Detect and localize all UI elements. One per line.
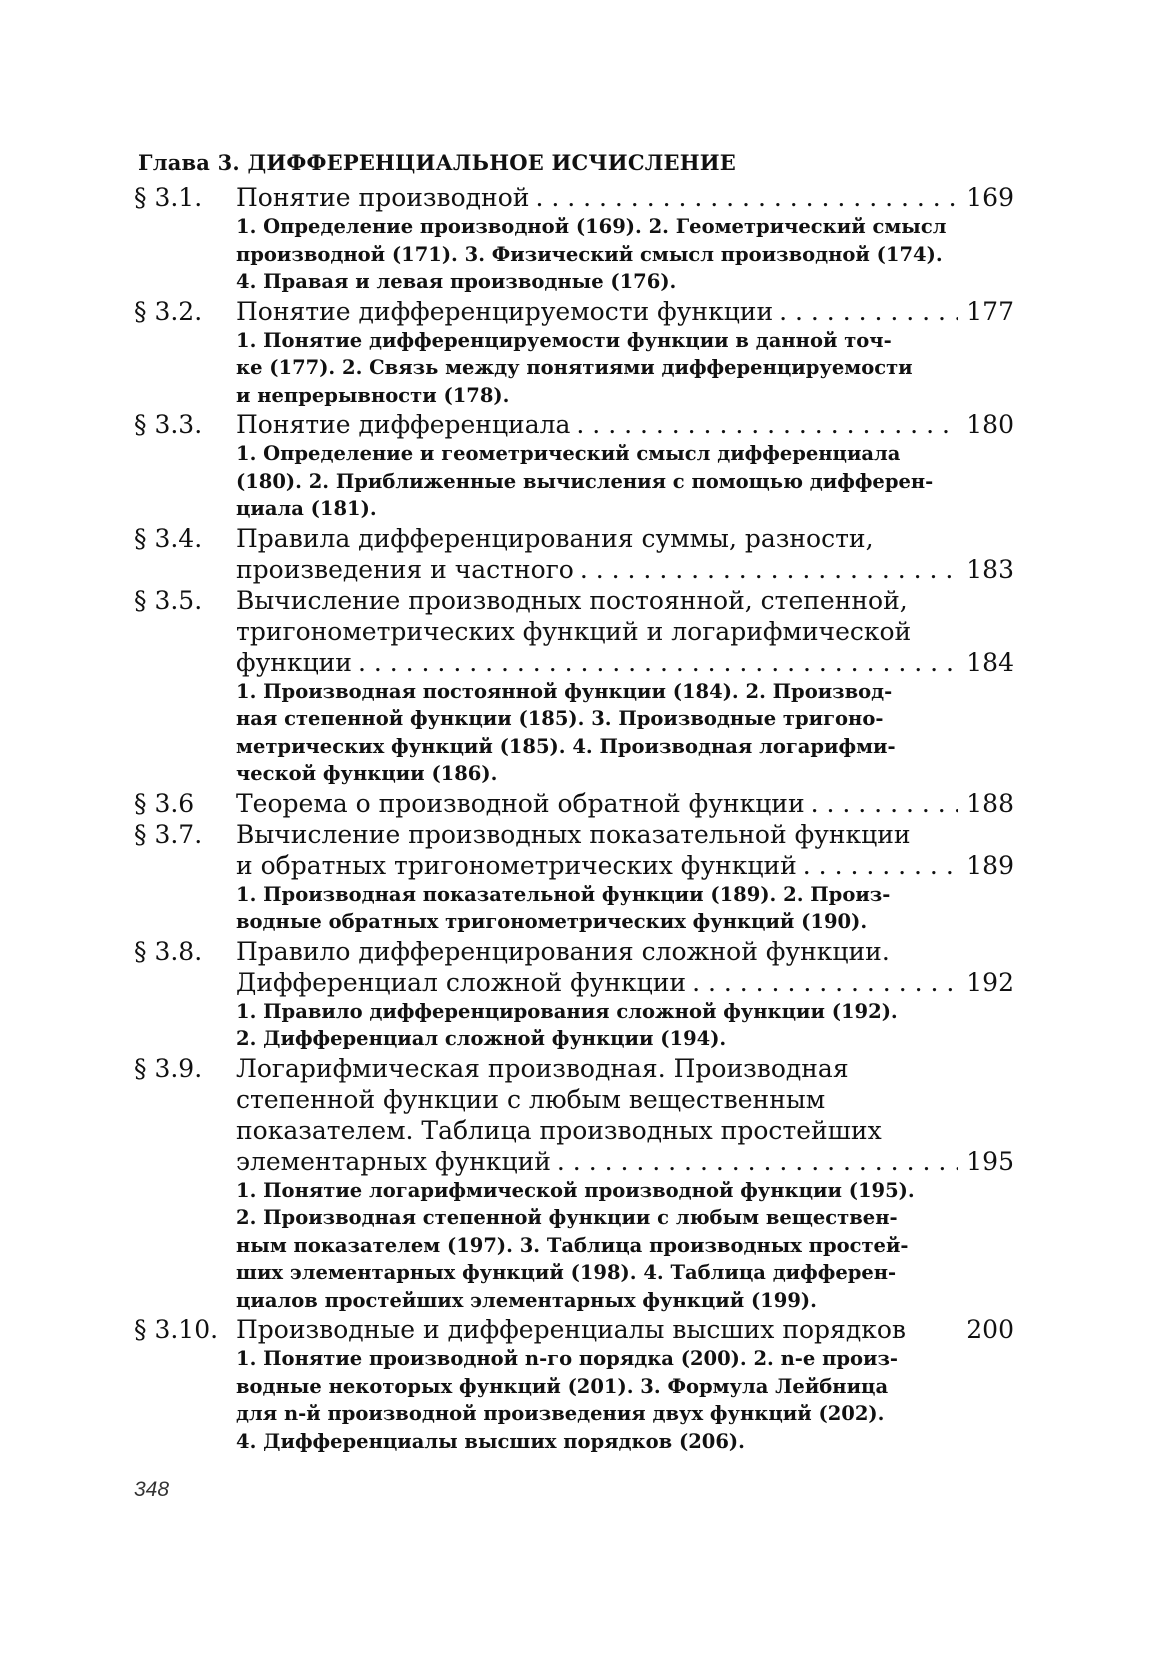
dot-leader: [358, 647, 958, 678]
section-page-number: 189: [966, 850, 1014, 880]
dot-leader: [692, 967, 958, 998]
subsection-line: 1. Производная постоянной функции (184). 2. Производ-: [236, 679, 893, 703]
page-number: 348: [134, 1478, 170, 1501]
section-title-line: [236, 585, 1014, 616]
section-number: § 3.10.: [134, 1315, 219, 1344]
toc-entry: [134, 819, 1014, 936]
dot-leader: [779, 296, 958, 327]
subsection-line: ная степенной функции (185). 3. Производные тригоно-: [236, 707, 884, 730]
subsection-line: ке (177). 2. Связь между понятиями дифференцируемости: [236, 356, 913, 379]
section-title-line: [236, 523, 1014, 554]
section-title-text: элементарных функций: [236, 1146, 551, 1176]
section-page-number: 183: [966, 554, 1014, 584]
subsection-line: 2. Дифференциал сложной функции (194).: [236, 1027, 727, 1050]
subsection-line: 1. Производная показательной функции (189). 2. Произ-: [236, 882, 891, 906]
section-body: [236, 936, 1014, 1053]
subsection-line: 1. Определение производной (169). 2. Геометрический смысл: [236, 215, 947, 238]
section-page-number: 200: [966, 1315, 1014, 1344]
toc-entry: [134, 296, 1014, 410]
subsection-line: 1. Понятие логарифмической производной функции (195).: [236, 1178, 915, 1202]
section-title-line: [236, 647, 1014, 678]
subsection-line: циалов простейших элементарных функций (199).: [236, 1288, 817, 1312]
section-title-line: [236, 1053, 1014, 1084]
section-title-line: [236, 819, 1014, 850]
section-title-text: Понятие дифференциала: [236, 410, 571, 439]
subsection-line: 1. Понятие дифференцируемости функции в данной точ-: [236, 328, 892, 352]
section-title-line: [236, 616, 1014, 647]
subsection-line: ным показателем (197). 3. Таблица производных простей-: [236, 1233, 909, 1257]
subsection-line: 4. Правая и левая производные (176).: [236, 270, 677, 293]
section-title-line: [236, 1146, 1014, 1177]
table-of-contents: [134, 182, 1014, 1455]
toc-entry: [134, 1053, 1014, 1315]
dot-leader: [811, 788, 959, 819]
section-number: § 3.6: [134, 788, 195, 818]
section-title-text: Дифференциал сложной функции: [236, 967, 687, 997]
section-title-text: Вычисление производных показательной функции: [236, 819, 911, 849]
toc-entry: [134, 1314, 1014, 1455]
section-title-line: [236, 296, 1014, 327]
toc-entry: [134, 182, 1014, 296]
subsection-line: водные некоторых функций (201). 3. Формула Лейбница: [236, 1374, 889, 1398]
subsection-line: ших элементарных функций (198). 4. Таблица дифферен-: [236, 1261, 897, 1284]
section-title-text: Вычисление производных постоянной, степенной,: [236, 585, 908, 615]
section-title-text: показателем. Таблица производных простейших: [236, 1115, 882, 1145]
section-number: § 3.3.: [134, 410, 203, 439]
section-page-number: 188: [966, 788, 1014, 818]
section-number: § 3.9.: [134, 1053, 203, 1083]
chapter-heading: Глава 3. ДИФФЕРЕНЦИАЛЬНОЕ ИСЧИСЛЕНИЕ: [138, 150, 736, 175]
section-title-text: степенной функции с любым вещественным: [236, 1084, 826, 1114]
section-body: [236, 819, 1014, 936]
subsection-line: 4. Дифференциалы высших порядков (206).: [236, 1429, 745, 1453]
section-title-text: Правило дифференцирования сложной функции.: [236, 936, 890, 966]
subsection-line: (180). 2. Приближенные вычисления с помощью дифферен-: [236, 469, 934, 493]
section-page-number: 180: [966, 410, 1014, 439]
subsection-line: 1. Понятие производной n-го порядка (200). 2. n-е произ-: [236, 1347, 898, 1370]
dot-leader: [803, 850, 959, 881]
subsection-line: циала (181).: [236, 497, 377, 520]
section-title-text: Понятие производной: [236, 183, 530, 212]
section-page-number: 195: [966, 1146, 1014, 1176]
section-title-text: Логарифмическая производная. Производная: [236, 1053, 849, 1083]
section-title-line: [236, 1084, 1014, 1115]
section-body: [236, 409, 1014, 523]
section-body: [236, 585, 1014, 788]
dot-leader: [580, 554, 958, 585]
subsection-line: метрических функций (185). 4. Производная логарифми-: [236, 734, 896, 758]
section-body: [236, 1314, 1014, 1455]
section-title-line: [236, 554, 1014, 585]
subsection-line: 2. Производная степенной функции с любым веществен-: [236, 1206, 898, 1229]
section-number: § 3.7.: [134, 819, 203, 849]
subsection-line: 1. Определение и геометрический смысл дифференциала: [236, 442, 901, 465]
section-title-text: произведения и частного: [236, 554, 574, 584]
section-number: § 3.2.: [134, 296, 203, 326]
section-title-line: [236, 850, 1014, 881]
section-title-line: [236, 1314, 1014, 1345]
section-number: § 3.5.: [134, 585, 203, 615]
toc-entry: [134, 788, 1014, 819]
section-title-text: Производные и дифференциалы высших порядков: [236, 1315, 906, 1344]
toc-entry: [134, 523, 1014, 585]
section-title-line: [236, 409, 1014, 440]
subsection-line: водные обратных тригонометрических функций (190).: [236, 910, 868, 933]
section-body: [236, 1053, 1014, 1315]
section-title-text: Понятие дифференцируемости функции: [236, 296, 774, 326]
section-number: § 3.1.: [134, 183, 203, 212]
section-body: [236, 296, 1014, 410]
section-body: [236, 182, 1014, 296]
toc-entry: [134, 936, 1014, 1053]
section-title-line: [236, 182, 1014, 213]
subsection-line: производной (171). 3. Физический смысл производной (174).: [236, 242, 943, 266]
section-page-number: 184: [966, 647, 1014, 677]
section-title-text: Теорема о производной обратной функции: [236, 788, 805, 818]
section-title-text: тригонометрических функций и логарифмической: [236, 616, 912, 646]
subsection-line: и непрерывности (178).: [236, 383, 510, 407]
toc-entry: [134, 585, 1014, 788]
dot-leader: [535, 182, 958, 213]
dot-leader: [557, 1146, 958, 1177]
subsection-line: ческой функции (186).: [236, 762, 498, 785]
section-number: § 3.4.: [134, 523, 203, 553]
dot-leader: [576, 409, 958, 440]
section-title-line: [236, 936, 1014, 967]
section-title-text: и обратных тригонометрических функций: [236, 850, 797, 880]
section-title-line: [236, 1115, 1014, 1146]
section-title-text: Правила дифференцирования суммы, разности,: [236, 523, 874, 553]
section-title-text: функции: [236, 647, 352, 677]
section-body: [236, 523, 1014, 585]
section-page-number: 177: [966, 296, 1014, 326]
subsection-line: для n-й производной произведения двух функций (202).: [236, 1402, 885, 1425]
section-title-line: [236, 788, 1014, 819]
section-page-number: 169: [966, 183, 1014, 212]
toc-entry: [134, 409, 1014, 523]
section-page-number: 192: [966, 967, 1014, 997]
section-body: [236, 788, 1014, 819]
subsection-line: 1. Правило дифференцирования сложной функции (192).: [236, 999, 898, 1023]
section-title-line: [236, 967, 1014, 998]
section-number: § 3.8.: [134, 936, 203, 966]
